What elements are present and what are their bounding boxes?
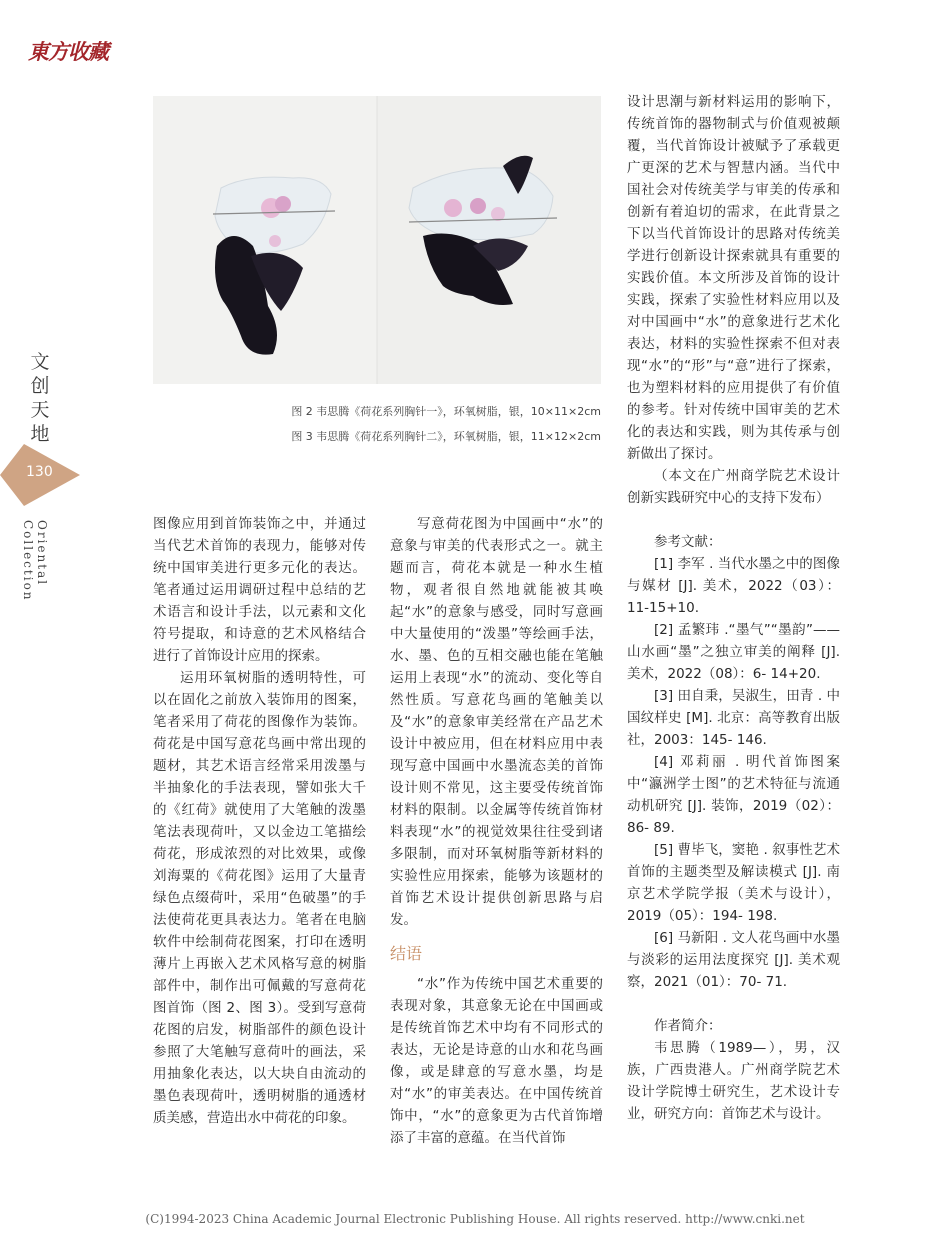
spacer <box>627 509 840 531</box>
reference-item: [5] 曹毕飞，窦艳 . 叙事性艺术首饰的主题类型及解读模式 [J]. 南京艺术学院学报（美术与设计），2019（05）：194- 198. <box>627 842 840 924</box>
reference-item: [2] 孟繁玮 .“墨气”“墨韵”——山水画“墨”之独立审美的阐释 [J]. 美术，2022（08）：6- 14+20. <box>627 622 840 682</box>
paragraph: “水”作为传统中国艺术重要的表现对象，其意象无论在中国画或是传统首饰艺术中均有不同形式的表达，无论是诗意的山水和花鸟画像，或是肆意的写意水墨，均是对“水”的审美表达。在中国传统首饰中，“水”的意象更为古代首饰增添了丰富的意蕴。在当代首饰 <box>390 976 603 1146</box>
article-column-3 <box>627 91 840 1125</box>
page-number: 130 <box>26 464 53 480</box>
figure-caption-2: 图 2 韦思腾《荷花系列胸针一》，环氧树脂，银，10×11×2cm <box>291 405 601 418</box>
spacer <box>627 993 840 1015</box>
reference-item: [1] 李军 . 当代水墨之中的图像与媒材 [J]. 美术，2022（03）：11-15+10. <box>627 556 840 616</box>
magazine-logo: 東方收藏 <box>28 39 108 64</box>
figure-caption-3: 图 3 韦思腾《荷花系列胸针二》，环氧树脂，银，11×12×2cm <box>291 430 601 443</box>
paragraph: 写意荷花图为中国画中“水”的意象与审美的代表形式之一。就主题而言，荷花本就是一种水生植物，观者很自然地就能被其唤起“水”的意象与感受，同时写意画中大量使用的“泼墨”等绘画手法，水、墨、色的互相交融也能在笔触运用上表现“水”的流动、变化等自然性质。写意花鸟画的笔触美以及“水”的意象审美经常在产品艺术设计中被应用，但在材料应用中表现写意中国画中水墨流态美的首饰设计则不常见，这主要受传统首饰材料的限制。以金属等传统首饰材料表现“水”的视觉效果往往受到诸多限制，而对环氧树脂等新材料的实验性应用探索，能够为该题材的首饰艺术设计提供创新思路与启发。 <box>390 516 603 928</box>
acknowledgement-note: （本文在广州商学院艺术设计创新实践研究中心的支持下发布） <box>627 468 840 506</box>
brooch-photo <box>153 96 601 384</box>
author-bio: 韦思腾（1989—），男，汉族，广西贵港人。广州商学院艺术设计学院博士研究生，艺术设计专业，研究方向：首饰艺术与设计。 <box>627 1040 840 1122</box>
series-english-title: Oriental Collection <box>21 520 49 602</box>
reference-item: [3] 田自秉，吴淑生，田青 . 中国纹样史 [M]. 北京：高等教育出版社，2003：145- 146. <box>627 688 840 748</box>
article-column-1 <box>153 513 366 1129</box>
section-title: 文创天地 <box>30 351 50 445</box>
paragraph: 图像应用到首饰装饰之中，并通过当代艺术首饰的表现力，能够对传统中国审美进行更多元化的表达。笔者通过运用调研过程中总结的艺术语言和设计手法，以元素和文化符号提取，和诗意的艺术风格结合进行了首饰设计应用的探索。 <box>153 516 366 664</box>
reference-item: [4] 邓莉丽 . 明代首饰图案中“瀛洲学士图”的艺术特征与流通动机研究 [J]. 装饰，2019（02）：86- 89. <box>627 754 840 836</box>
author-title: 作者简介： <box>654 1018 722 1034</box>
copyright-footer: (C)1994-2023 China Academic Journal Electronic Publishing House. All rights reserved. http://www.cnki.net <box>145 1212 805 1226</box>
section-heading: 结语 <box>390 944 423 963</box>
paragraph: 运用环氧树脂的透明特性，可以在固化之前放入装饰用的图案，笔者采用了荷花的图像作为装饰。荷花是中国写意花鸟画中常出现的题材，其艺术语言经常采用泼墨与半抽象化的手法表现，譬如张大千的《红荷》就使用了大笔触的泼墨笔法表现荷叶，又以金边工笔描绘荷花，形成浓烈的对比效果，或像刘海粟的《荷花图》运用了大量青绿色点缀荷叶，采用“色破墨”的手法使荷花更具表达力。笔者在电脑软件中绘制荷花图案，打印在透明薄片上再嵌入艺术风格写意的树脂部件中，制作出可佩戴的写意荷花图首饰（图 2、图 3）。受到写意荷花图的启发，树脂部件的颜色设计参照了大笔触写意荷叶的画法，采用抽象化表达，以大块自由流动的墨色表现荷叶，透明树脂的通透材质美感，营造出水中荷花的印象。 <box>153 670 366 1126</box>
article-column-2 <box>390 513 603 1149</box>
references <box>627 531 840 993</box>
paragraph: 设计思潮与新材料运用的影响下，传统首饰的器物制式与价值观被颠覆，当代首饰设计被赋予了承载更广更深的艺术与智慧内涵。当代中国社会对传统美学与审美的传承和创新有着迫切的需求，在此背景之下以当代首饰设计的思路对传统美学进行创新设计探索就具有重要的实践价值。本文所涉及首饰的设计实践，探索了实验性材料应用以及对中国画中“水”的意象进行艺术化表达，材料的实验性探索不但对表现“水”的“形”与“意”进行了探索，也为塑料材料的应用提供了有价值的参考。针对传统中国审美的艺术化的表达和实践，则为其传承与创新做出了探讨。 <box>627 94 840 462</box>
reference-item: [6] 马新阳 . 文人花鸟画中水墨与淡彩的运用法度探究 [J]. 美术观察，2021（01）：70- 71. <box>627 930 840 990</box>
references-title: 参考文献： <box>654 534 722 550</box>
